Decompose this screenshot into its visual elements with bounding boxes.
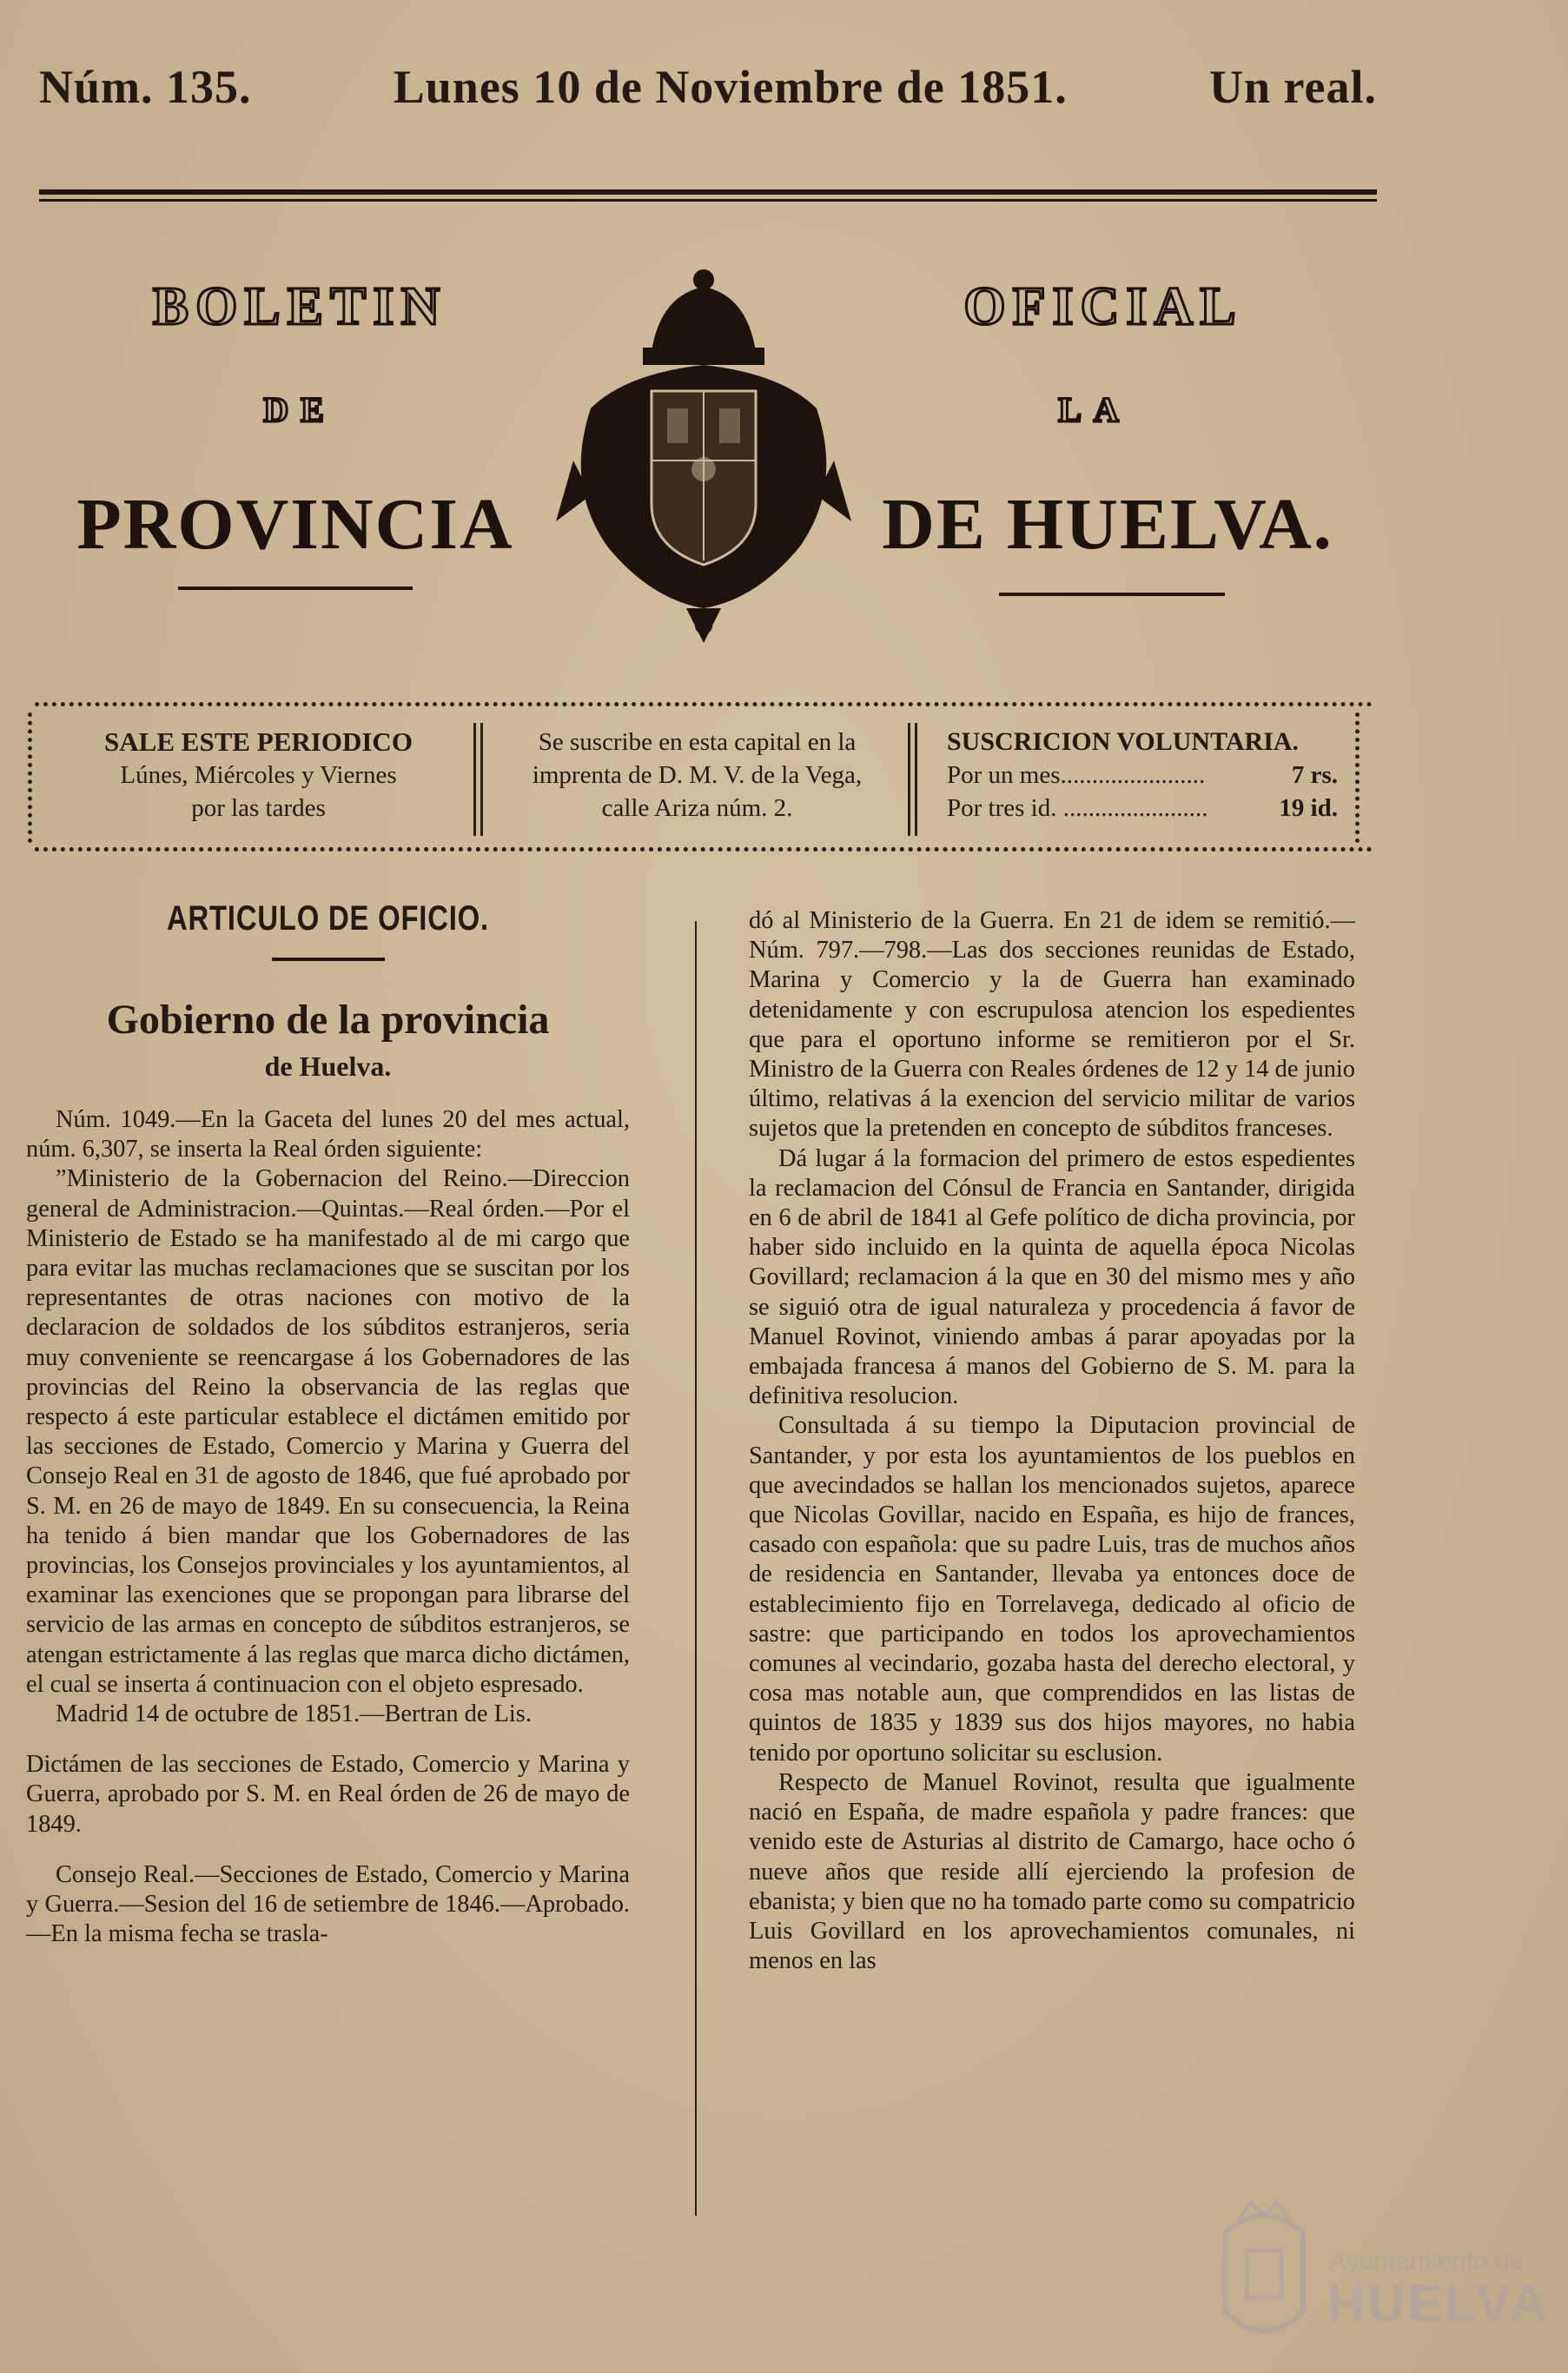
info-left-line-2: Lúnes, Miércoles y Viernes bbox=[120, 761, 397, 789]
info-right-title: SUSCRICION VOLUNTARIA. bbox=[947, 727, 1300, 756]
info-divider-1 bbox=[473, 723, 476, 836]
issue-price: Un real. bbox=[1209, 61, 1377, 113]
watermark-line1: Ayuntamiento de bbox=[1329, 2247, 1525, 2276]
info-divider-2b bbox=[915, 723, 917, 836]
title-de-huelva: DE HUELVA. bbox=[882, 484, 1333, 565]
paragraph-signature: Madrid 14 de octubre de 1851.—Bertran de Lis. bbox=[56, 1700, 532, 1728]
watermark-line2: HUELVA bbox=[1327, 2274, 1550, 2332]
issue-number: Núm. 135. bbox=[39, 61, 252, 113]
right-column bbox=[749, 906, 1355, 1976]
left-column-body bbox=[26, 1105, 630, 1949]
info-divider-1b bbox=[480, 723, 483, 836]
price-row-quarter-label: Por tres id. ....................... bbox=[947, 794, 1208, 822]
title-rule-left bbox=[178, 587, 413, 590]
paragraph-formacion: Dá lugar á la formacion del primero de estos espedientes la reclamacion del Cónsul de Francia en Santander, dirigida en 6 de abril de 1841 al Gefe político de dicha provincia, por haber sido incluido en la quinta de aquella época Nicolas Govillard; reclamacion á la que en 30 del mismo mes y año se siguió otra de igual naturaleza y procedencia á favor de Manuel Rovinot, viniendo ambas á parar apoyadas por la embajada francesa á manos del Gobierno de S. M. para la definitiva resolucion. bbox=[749, 1144, 1355, 1410]
heading-de-huelva: de Huelva. bbox=[264, 1051, 392, 1082]
info-box-border-top bbox=[35, 702, 1373, 706]
paragraph-dictamen: Dictámen de las secciones de Estado, Comercio y Marina y Guerra, aprobado por S. M. en Real órden de 26 de mayo de 1849. bbox=[26, 1751, 630, 1838]
left-column bbox=[26, 899, 630, 1949]
heading-articulo-de-oficio: ARTICULO DE OFICIO. bbox=[167, 899, 489, 938]
info-publication-days bbox=[61, 726, 456, 825]
title-la: LA bbox=[1058, 390, 1131, 429]
masthead-rule-top bbox=[39, 189, 1377, 195]
paragraph-continuation: dó al Ministerio de la Guerra. En 21 de idem se remitió.—Núm. 797.—798.—Las dos secciones reunidas de Estado, Marina y Comercio y la de Guerra han examinado detenidamente y con escrupulosa atencion los espedientes que para el oportuno informe se remitieron por el Sr. Ministro de la Guerra con Reales órdenes de 12 y 14 de junio último, relativas á la exencion del servicio militar de varios sujetos que la pretenden en concepto de súbditos franceses. bbox=[749, 907, 1355, 1143]
price-row-month bbox=[947, 759, 1338, 792]
masthead-bar bbox=[39, 43, 1377, 130]
title-boletin: BOLETIN bbox=[152, 277, 447, 336]
info-box-border-right bbox=[1355, 713, 1360, 843]
price-row-month-label: Por un mes....................... bbox=[947, 761, 1206, 789]
info-box-border-left bbox=[28, 713, 32, 843]
info-center-line-3: calle Ariza núm. 2. bbox=[601, 794, 793, 822]
heading-rule bbox=[272, 958, 385, 961]
paragraph-consejo-real: Consejo Real.—Secciones de Estado, Comercio y Marina y Guerra.—Sesion del 16 de setiembre de 1846.—Aprobado.—En la misma fecha se trasla- bbox=[26, 1860, 630, 1948]
info-subscription-prices bbox=[947, 726, 1338, 825]
title-de: DE bbox=[263, 390, 336, 429]
coat-of-arms-icon bbox=[556, 261, 851, 643]
paragraph-real-orden: ”Ministerio de la Gobernacion del Reino.—Direccion general de Administracion.—Quintas.—Real órden.—Por el Ministerio de Estado se ha manifestado al de mi cargo que para evitar las muchas reclamaciones que se suscitan por los representantes de otras naciones con motivo de la declaracion de soldados de los súbditos estranjeros, seria muy conveniente se reencargase á los Gobernadores de las provincias del Reino la observancia de las reglas que respecto á este particular establece el dictámen emitido por las secciones de Estado, Comercio y Marina y Guerra del Consejo Real en 31 de agosto de 1846, que fué aprobado por S. M. en 26 de mayo de 1849. En su consecuencia, la Reina ha tenido á bien mandar que los Gobernadores de las provincias, los Consejos provinciales y los ayuntamientos, al examinar las exenciones que se propongan para librarse del servicio de las armas en concepto de súbditos estranjeros, se atengan estrictamente á las reglas que marca dicho dictámen, el cual se inserta á continuacion con el objeto espresado. bbox=[26, 1165, 630, 1698]
city-hall-logo-icon bbox=[1207, 2198, 1320, 2350]
title-rule-right bbox=[999, 593, 1225, 596]
issue-date: Lunes 10 de Noviembre de 1851. bbox=[393, 61, 1068, 113]
price-row-quarter-value: 19 id. bbox=[1279, 794, 1338, 822]
info-divider-2 bbox=[908, 723, 910, 836]
info-box-border-bottom bbox=[35, 847, 1373, 852]
paragraph-consultada: Consultada á su tiempo la Diputacion provincial de Santander, y por esta los ayuntamientos de los pueblos en que avecindados se hallan los mencionados sujetos, aparece que Nicolas Govillar, nacido en España, es hijo de frances, casado con española: que su padre Luis, tras de muchos años de residencia en Santander, llevaba ya entonces doce de establecimiento fijo en Torrelavega, dedicado al oficio de sastre: que participando en todos los aprovechamientos comunes al vecindario, gozaba hasta del derecho electoral, y cosa mas notable aun, que comprendidos en las listas de quintos de 1835 y 1839 sus dos hijos mayores, no habia tenido por oportuno solicitar su esclusion. bbox=[749, 1412, 1355, 1766]
masthead-rule-bottom bbox=[39, 199, 1377, 202]
title-oficial: OFICIAL bbox=[963, 277, 1243, 336]
paragraph-rovinot: Respecto de Manuel Rovinot, resulta que igualmente nació en España, de madre española y padre frances: que venido este de Asturias al distrito de Camargo, hace ocho ó nueve años que reside allí ejerciendo la profesion de ebanista; y bien que no ha tomado parte como su compatricio Luis Govillard en los aprovechamientos comunales, ni menos en las bbox=[749, 1768, 1355, 1975]
column-divider bbox=[695, 921, 697, 2216]
price-row-quarter bbox=[947, 792, 1338, 825]
info-subscription-place bbox=[500, 726, 895, 825]
info-left-line-3: por las tardes bbox=[191, 794, 326, 822]
info-left-line-1: SALE ESTE PERIODICO bbox=[104, 726, 413, 757]
info-center-line-1: Se suscribe en esta capital en la bbox=[538, 728, 857, 756]
title-provincia: PROVINCIA bbox=[76, 484, 514, 565]
info-center-line-2: imprenta de D. M. V. de la Vega, bbox=[532, 761, 863, 789]
paragraph-num-1049: Núm. 1049.—En la Gaceta del lunes 20 del mes actual, núm. 6,307, se inserta la Real órden siguiente: bbox=[26, 1106, 630, 1163]
heading-gobierno: Gobierno de la provincia bbox=[106, 997, 550, 1043]
price-row-month-value: 7 rs. bbox=[1291, 761, 1338, 789]
